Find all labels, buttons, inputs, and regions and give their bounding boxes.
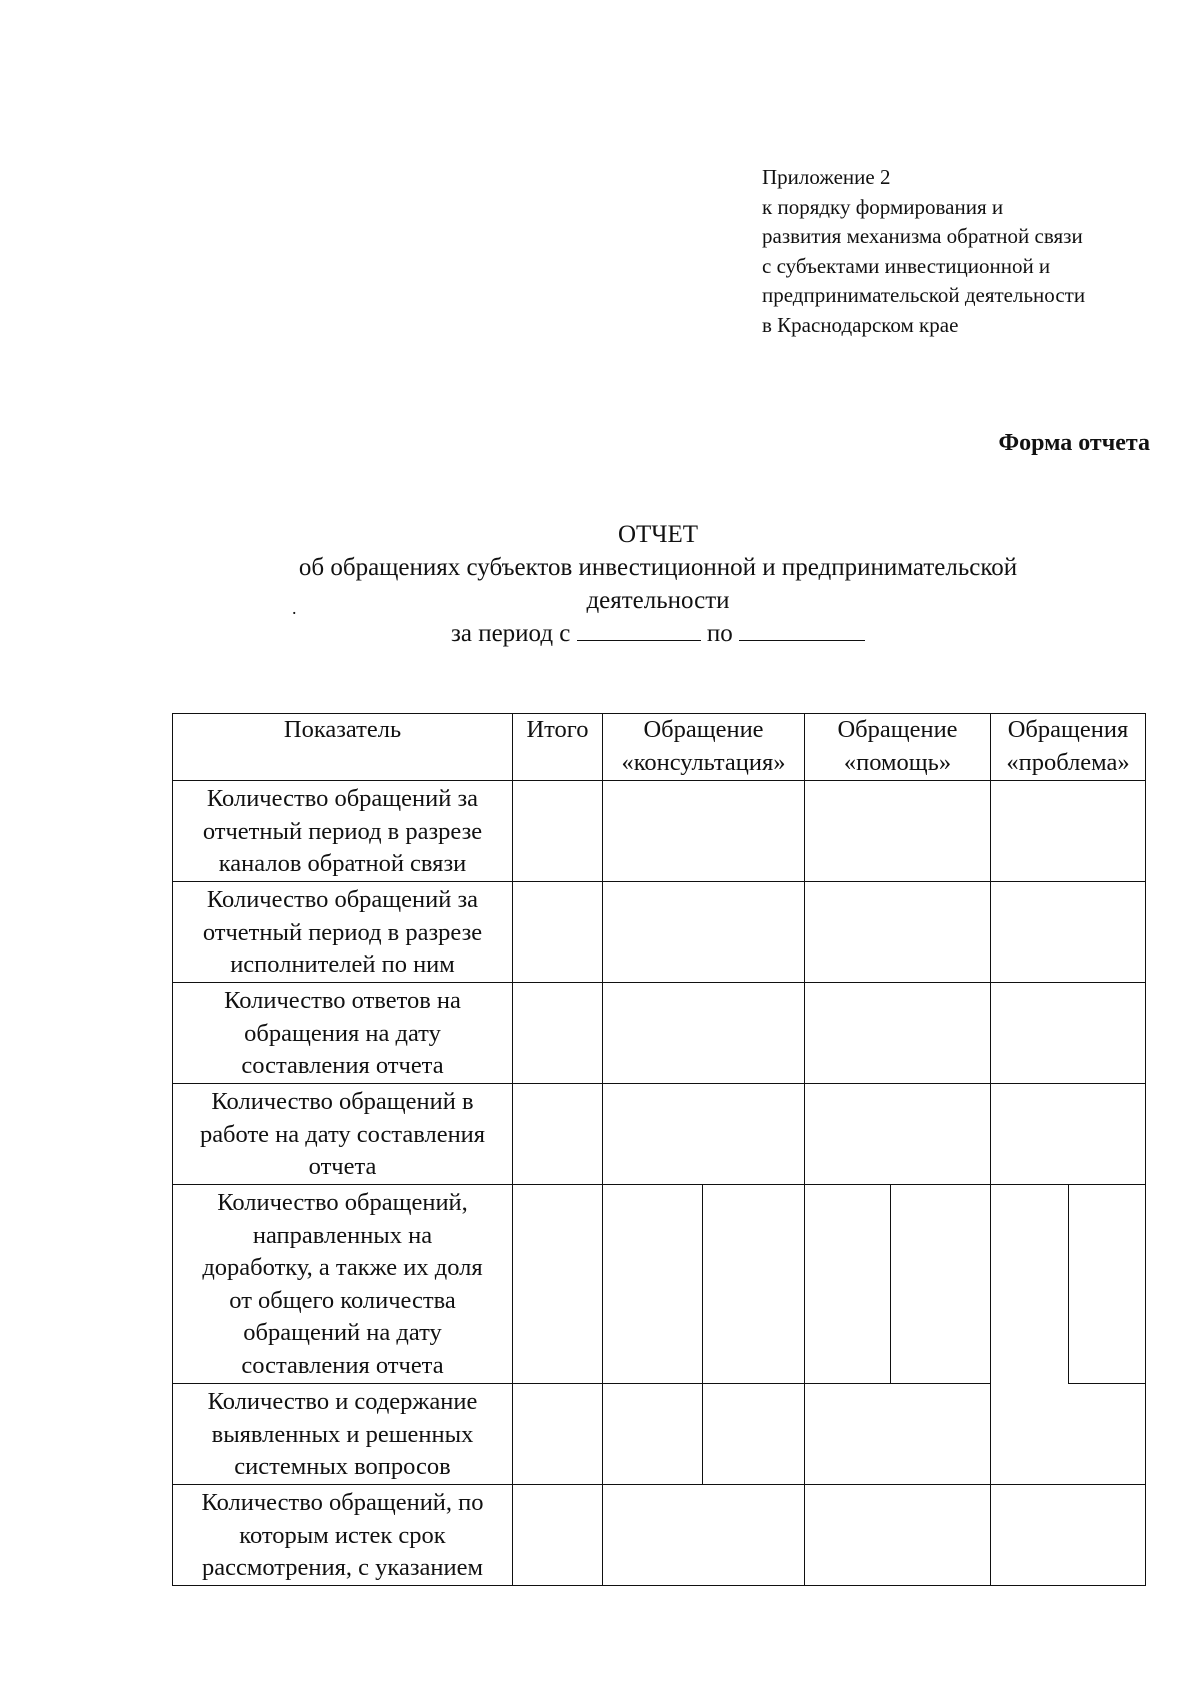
indicator-line: обращения на дату bbox=[244, 1019, 441, 1047]
header-total: Итого bbox=[513, 714, 603, 781]
indicator-line: исполнителей по ним bbox=[230, 951, 455, 978]
report-period bbox=[200, 617, 1116, 650]
indicator-line: работе на дату составления bbox=[199, 1120, 486, 1148]
appendix-line: Приложение 2 bbox=[762, 165, 891, 189]
header-consult-line: Обращение bbox=[643, 716, 764, 743]
indicator-line: Количество обращений, по bbox=[201, 1489, 484, 1516]
indicator-cell bbox=[173, 1185, 513, 1384]
total-cell[interactable] bbox=[513, 882, 603, 983]
indicator-line: направленных на bbox=[252, 1221, 433, 1249]
indicator-line: Количество и содержание bbox=[207, 1388, 478, 1415]
period-from-label: за период с bbox=[450, 620, 571, 647]
problem-cell[interactable] bbox=[991, 983, 1146, 1084]
appendix-line: с субъектами инвестиционной и bbox=[762, 253, 1051, 278]
stray-mark: . bbox=[292, 598, 297, 618]
period-to-label: по bbox=[706, 620, 733, 647]
problem-cell[interactable] bbox=[991, 1084, 1146, 1185]
problem-count-cell[interactable] bbox=[991, 1185, 1069, 1384]
indicator-line: выявленных и решенных bbox=[211, 1420, 474, 1448]
header-help bbox=[805, 714, 991, 781]
consult-cell[interactable] bbox=[603, 882, 805, 983]
table-row bbox=[173, 1485, 1146, 1586]
total-cell[interactable] bbox=[513, 1185, 603, 1384]
total-cell[interactable] bbox=[513, 1384, 603, 1485]
consult-content-cell[interactable] bbox=[703, 1384, 805, 1485]
header-indicator: Показатель bbox=[173, 714, 513, 781]
header-consult-line: «консультация» bbox=[621, 748, 786, 776]
indicator-line: каналов обратной связи bbox=[218, 850, 467, 877]
table-header-row bbox=[173, 714, 1146, 781]
indicator-line: отчетный период в разрезе bbox=[202, 918, 483, 946]
consult-cell[interactable] bbox=[603, 983, 805, 1084]
period-to-blank[interactable] bbox=[739, 618, 865, 641]
table-row bbox=[173, 983, 1146, 1084]
appendix-line: предпринимательской деятельности bbox=[762, 283, 1086, 307]
table-row bbox=[173, 1384, 1146, 1485]
consult-count-cell[interactable] bbox=[603, 1185, 703, 1384]
indicator-line: отчета bbox=[308, 1153, 377, 1180]
appendix-line: в Краснодарском крае bbox=[762, 312, 959, 337]
indicator-line: которым истек срок bbox=[239, 1521, 446, 1549]
problem-cell[interactable] bbox=[991, 781, 1146, 882]
help-count-cell[interactable] bbox=[805, 1185, 891, 1384]
report-heading: ОТЧЕТ bbox=[617, 521, 699, 548]
indicator-line: составления отчета bbox=[241, 1351, 444, 1379]
total-cell[interactable] bbox=[513, 1084, 603, 1185]
report-subtitle: об обращениях субъектов инвестиционной и предпринимательской bbox=[298, 554, 1018, 581]
help-cell[interactable] bbox=[805, 781, 991, 882]
header-problem bbox=[991, 714, 1146, 781]
report-table bbox=[172, 713, 1146, 1586]
consult-share-cell[interactable] bbox=[703, 1185, 805, 1384]
indicator-line: от общего количества bbox=[229, 1286, 456, 1314]
indicator-line: Количество обращений за bbox=[206, 785, 479, 812]
appendix-line: к порядку формирования и bbox=[762, 194, 1004, 219]
report-subtitle: деятельности bbox=[586, 587, 730, 614]
indicator-line: системных вопросов bbox=[234, 1453, 451, 1480]
help-share-cell[interactable] bbox=[891, 1185, 991, 1384]
problem-cell[interactable] bbox=[991, 1384, 1146, 1485]
problem-cell[interactable] bbox=[991, 1485, 1146, 1586]
indicator-cell bbox=[173, 1384, 513, 1485]
report-title-block bbox=[200, 518, 1116, 650]
indicator-cell bbox=[173, 1084, 513, 1185]
indicator-line: отчетный период в разрезе bbox=[202, 817, 483, 845]
indicator-line: составления отчета bbox=[241, 1052, 444, 1079]
appendix-line: развития механизма обратной связи bbox=[762, 224, 1083, 248]
appendix-block bbox=[762, 163, 1085, 340]
total-cell[interactable] bbox=[513, 983, 603, 1084]
indicator-line: Количество обращений в bbox=[211, 1088, 474, 1115]
table-row bbox=[173, 1185, 1146, 1384]
form-label: Форма отчета bbox=[998, 430, 1150, 456]
indicator-cell bbox=[173, 1485, 513, 1586]
total-cell[interactable] bbox=[513, 781, 603, 882]
problem-cell[interactable] bbox=[991, 882, 1146, 983]
header-help-line: «помощь» bbox=[843, 748, 952, 776]
indicator-line: Количество ответов на bbox=[224, 987, 461, 1014]
indicator-line: доработку, а также их доля bbox=[202, 1254, 483, 1281]
help-cell[interactable] bbox=[805, 1485, 991, 1586]
help-cell[interactable] bbox=[805, 1384, 991, 1485]
table-row bbox=[173, 882, 1146, 983]
consult-cell[interactable] bbox=[603, 1485, 805, 1586]
indicator-cell bbox=[173, 983, 513, 1084]
table-row bbox=[173, 781, 1146, 882]
problem-share-cell[interactable] bbox=[1069, 1185, 1146, 1384]
help-cell[interactable] bbox=[805, 882, 991, 983]
header-help-line: Обращение bbox=[837, 716, 958, 743]
help-cell[interactable] bbox=[805, 1084, 991, 1185]
total-cell[interactable] bbox=[513, 1485, 603, 1586]
indicator-line: обращений на дату bbox=[243, 1319, 442, 1346]
period-from-blank[interactable] bbox=[577, 618, 701, 641]
consult-cell[interactable] bbox=[603, 1084, 805, 1185]
header-problem-line: «проблема» bbox=[1006, 748, 1130, 776]
consult-cell[interactable] bbox=[603, 781, 805, 882]
indicator-cell bbox=[173, 882, 513, 983]
help-cell[interactable] bbox=[805, 983, 991, 1084]
indicator-line: Количество обращений за bbox=[206, 886, 479, 913]
consult-count-cell[interactable] bbox=[603, 1384, 703, 1485]
indicator-line: рассмотрения, с указанием bbox=[202, 1554, 483, 1581]
header-problem-line: Обращения bbox=[1007, 716, 1129, 743]
table-row bbox=[173, 1084, 1146, 1185]
header-consult bbox=[603, 714, 805, 781]
indicator-line: Количество обращений, bbox=[217, 1189, 468, 1216]
indicator-cell bbox=[173, 781, 513, 882]
